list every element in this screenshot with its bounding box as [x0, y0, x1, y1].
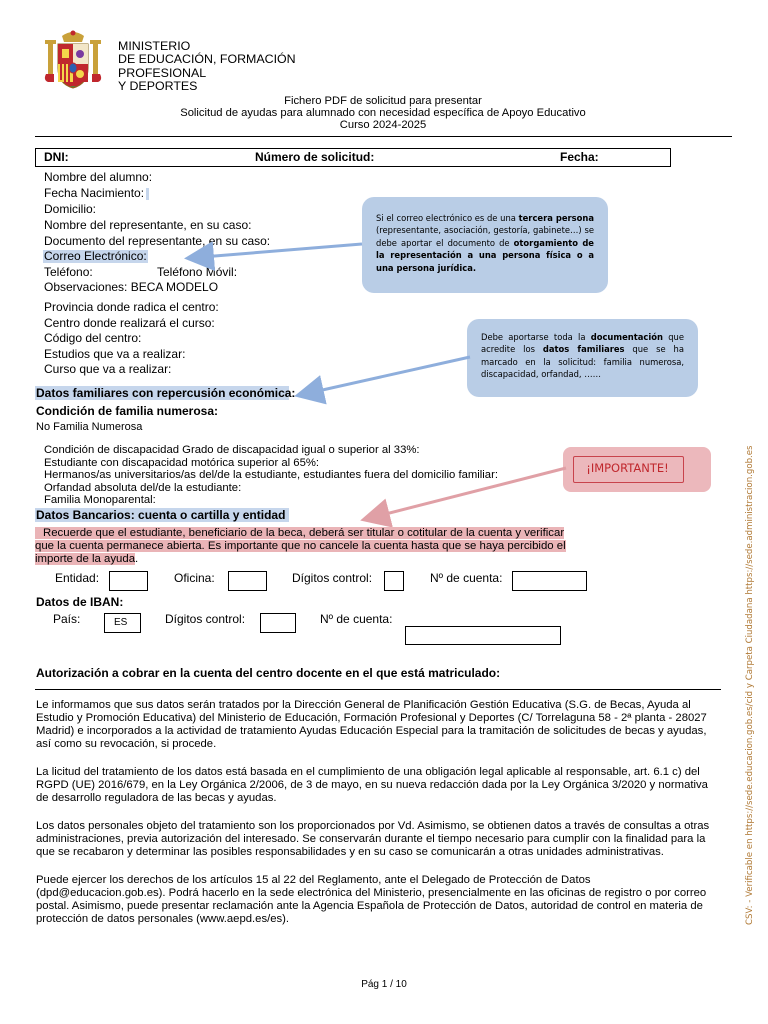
- field-centro: Centro donde realizará el curso:: [44, 316, 215, 330]
- iban-cuenta-field[interactable]: [405, 626, 561, 645]
- para-line: Puede ejercer los derechos de los artículos 15 al 22 del Reglamento, ante el Delegado de Protección de Datos: [36, 874, 591, 886]
- bancarios-notice: [35, 527, 566, 566]
- iban-cuenta-label: Nº de cuenta:: [320, 612, 393, 626]
- numero-solicitud-label: Número de solicitud:: [255, 150, 375, 164]
- para-line: (dpd@educacion.gob.es). Podrá hacerlo en la sede electrónica del Ministerio, presencialmente en las oficinas de registro o por correo: [36, 887, 707, 899]
- notice-line: importe de la ayuda: [35, 553, 136, 565]
- privacy-paragraph-4: [36, 874, 729, 926]
- callout-text: Si el correo electrónico es de una: [376, 213, 519, 223]
- familia-item: Hermanos/as universitarios/as del/de la estudiante, estudiantes fuera del domicilio familiar:: [44, 469, 498, 481]
- arrow-familia: [300, 357, 470, 395]
- field-codigo-centro: Código del centro:: [44, 331, 142, 345]
- iban-digitos-field[interactable]: [260, 613, 296, 633]
- csv-verification-text[interactable]: CSV: - Verificable en https://sede.educacion.gob.es/cid y Carpeta Ciudadana https://sede.administracion.gob.es: [745, 445, 755, 925]
- para-line: así como su revocación, si procede.: [36, 738, 217, 750]
- field-observaciones: Observaciones: BECA MODELO: [44, 280, 219, 294]
- iban-pais-field[interactable]: [104, 613, 141, 633]
- field-provincia-centro: Provincia donde radica el centro:: [44, 300, 219, 314]
- callout-text: (representante, asociación, gestoría, gabinete…) se debe aportar el documento de: [376, 225, 594, 248]
- iban-digitos-label: Dígitos control:: [165, 612, 246, 626]
- ministry-line: Y DEPORTES: [118, 78, 198, 93]
- bancarios-heading: Datos Bancarios: cuenta o cartilla y entidad: [36, 508, 286, 522]
- autorizacion-line: [35, 689, 721, 690]
- familia-numerosa-value: No Familia Numerosa: [36, 421, 143, 433]
- familia-item: Orfandad absoluta del/de la estudiante:: [44, 481, 242, 494]
- important-label: ¡IMPORTANTE!: [586, 461, 669, 475]
- familia-items: [44, 444, 498, 507]
- field-domicilio: Domicilio:: [44, 202, 97, 216]
- ministry-line: PROFESIONAL: [118, 65, 207, 80]
- familia-item: Condición de discapacidad Grado de discapacidad igual o superior al 33%:: [44, 444, 420, 456]
- para-line: Madrid) e incorporados a la actividad de tratamiento Ayudas Educación Especial para la tramitación de solicitudes de becas y ayudas,: [36, 725, 707, 737]
- notice-line: Recuerde que el estudiante, beneficiario de la beca, deberá ser titular o cotitular de la cuenta y verificar: [35, 527, 564, 539]
- callout-text: Debe aportarse toda la: [481, 332, 591, 342]
- callout-bold: tercera persona: [518, 213, 594, 223]
- para-line: RGPD (UE) 2016/679, en la Ley Orgánica 2/2006, de 3 de mayo, en su nueva redacción dada por la Ley Orgánica 3/2020 y normativa: [36, 779, 708, 791]
- oficina-label: Oficina:: [174, 571, 215, 585]
- title-line: Curso 2024-2025: [339, 119, 427, 132]
- fecha-label: Fecha:: [560, 150, 599, 164]
- callout-bold: otorgamiento de la representación a una persona física o a una persona jurídica.: [376, 237, 594, 273]
- iban-pais-value: ES: [114, 617, 128, 628]
- callout-text: que acredite los: [481, 332, 684, 355]
- field-documento-representante: Documento del representante, en su caso:: [44, 234, 271, 248]
- para-line: que se recabaron y determinar las posibles responsabilidades y en su caso se comunicarán a otras unidades administrativas.: [36, 846, 664, 858]
- page-number: Pág 1 / 10: [361, 979, 407, 990]
- para-line: La licitud del tratamiento de los datos está basada en el cumplimiento de una obligación legal aplicable al responsable, art. 6.1 c) del: [36, 766, 700, 778]
- arrow-email: [190, 244, 362, 258]
- field-nombre-representante: Nombre del representante, en su caso:: [44, 218, 252, 232]
- field-curso: Curso que va a realizar:: [44, 362, 172, 376]
- familia-item: Estudiante con discapacidad motórica superior al 65%:: [44, 456, 320, 469]
- privacy-paragraph-3: [36, 820, 729, 859]
- familia-item: Familia Monoparental:: [44, 494, 156, 506]
- para-line: protección de datos personales (www.aepd.es/es).: [36, 913, 290, 925]
- digitos-control-label: Dígitos control:: [292, 571, 373, 585]
- para-line: Le informamos que sus datos serán tratados por la Dirección General de Planificación Gestión Educativa (S.G. de Becas, Ayuda al: [36, 699, 691, 711]
- field-correo-electronico: Correo Electrónico:: [44, 249, 147, 263]
- field-nombre-alumno: Nombre del alumno:: [44, 170, 153, 184]
- cuenta-label: Nº de cuenta:: [430, 571, 503, 585]
- autorizacion-heading: Autorización a cobrar en la cuenta del centro docente en el que está matriculado:: [36, 666, 501, 680]
- privacy-paragraph-2: [36, 766, 729, 805]
- para-line: postal. Asimismo, puede presentar reclamación ante la Agencia Española de Protección de Datos, autoridad de control en materia de: [36, 900, 703, 912]
- para-line: de desarrollo reguladora de las becas y ayudas.: [36, 792, 277, 804]
- callout-bold: documentación: [590, 332, 663, 342]
- oficina-field[interactable]: [228, 571, 267, 591]
- iban-pais-label: País:: [53, 612, 81, 626]
- field-estudios: Estudios que va a realizar:: [44, 347, 186, 361]
- title-line: Solicitud de ayudas para alumnado con necesidad específica de Apoyo Educativo: [180, 107, 586, 120]
- para-line: administraciones, previa autorización del interesado. Se conservarán durante el tiempo necesario para cumplir con la finalidad para la: [36, 833, 706, 845]
- ministry-line: DE EDUCACIÓN, FORMACIÓN: [118, 52, 296, 67]
- familia-numerosa-heading: Condición de familia numerosa:: [36, 404, 219, 418]
- fecha-nacimiento-label: Fecha Nacimiento:: [44, 186, 145, 200]
- notice-line: que la cuenta permanece abierta. Es importante que no cancele la cuenta hasta que se haya percibido el: [35, 540, 566, 552]
- para-line: Los datos personales objeto del tratamiento son los proporcionados por Vd. Asimismo, se obtienen datos a través de consultas a otras: [36, 820, 710, 832]
- entidad-field[interactable]: [109, 571, 148, 591]
- callout-bold: datos familiares: [542, 344, 625, 355]
- dni-label: DNI:: [44, 150, 69, 164]
- para-line: Estudio y Promoción Educativa) del Ministerio de Educación, Formación Profesional y Deportes (C/ Torrelaguna 58 - 2ª planta - 28027: [36, 712, 707, 724]
- privacy-paragraph-1: [36, 699, 729, 751]
- title-line: Fichero PDF de solicitud para presentar: [284, 95, 482, 107]
- notice-end: .: [135, 553, 139, 565]
- cuenta-field[interactable]: [512, 571, 587, 591]
- digitos-control-field[interactable]: [384, 571, 404, 591]
- iban-heading: Datos de IBAN:: [36, 595, 124, 609]
- entidad-label: Entidad:: [55, 571, 100, 585]
- callout-text: que se ha marcado en la solicitud: familia numerosa, discapacidad, orfandad, ……: [481, 344, 684, 380]
- field-telefono: Teléfono:: [44, 265, 93, 279]
- familia-heading-text: Datos familiares con repercusión económica:: [36, 386, 296, 400]
- ministry-line: MINISTERIO: [118, 39, 191, 53]
- field-telefono-movil: Teléfono Móvil:: [157, 265, 238, 279]
